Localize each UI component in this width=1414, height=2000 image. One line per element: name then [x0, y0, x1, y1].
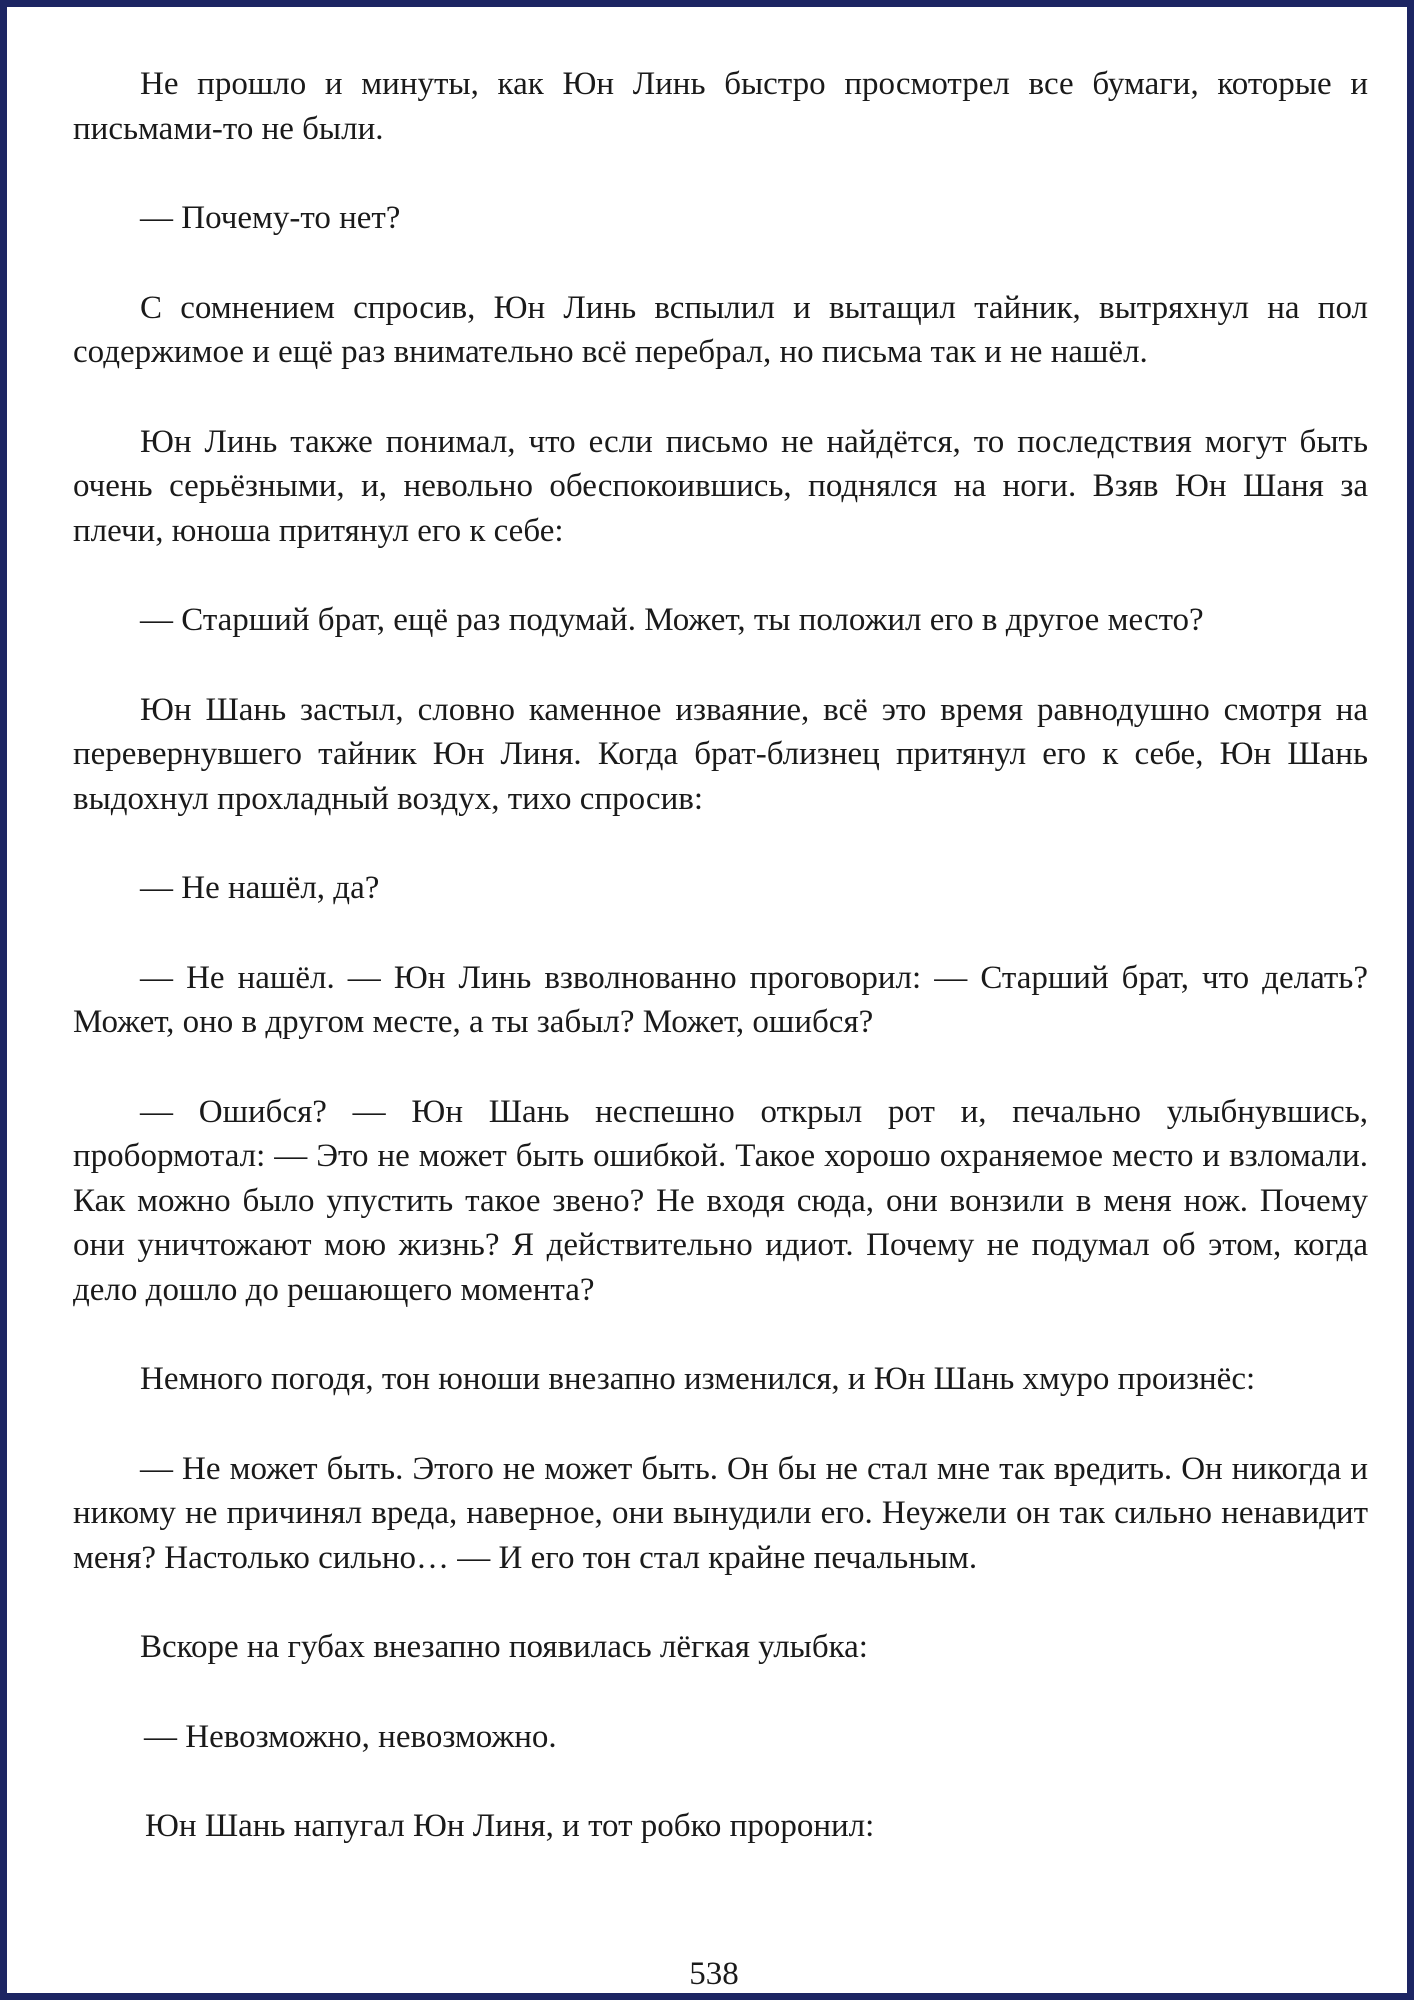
paragraph-13: — Невозможно, невозможно. [144, 1718, 557, 1755]
paragraph-9: — Ошибся? — Юн Шань неспешно открыл рот и, печально улыбнувшись, пробормотал: — Это не может быть ошибкой. Такое хорошо охраняемое место и взломали. Как можно было упустить такое звено? Не входя сюда, они вонзили в меня нож. Почему они уничтожают мою жизнь? Я действительно идиот. Почему не подумал об этом, когда дело дошло до решающего момента? [73, 1093, 1368, 1308]
paragraph-8: — Не нашёл. — Юн Линь взволнованно проговорил: — Старший брат, что делать? Может, оно в другом месте, а ты забыл? Может, ошибся? [73, 959, 1368, 1040]
paragraph-14: Юн Шань напугал Юн Линя, и тот робко проронил: [145, 1808, 875, 1844]
paragraph-12: Вскоре на губах внезапно появилась лёгкая улыбка: [140, 1629, 868, 1665]
paragraph-10: Немного погодя, тон юноши внезапно изменился, и Юн Шань хмуро произнёс: [140, 1361, 1256, 1397]
paragraph-11: — Не может быть. Этого не может быть. Он бы не стал мне так вредить. Он никогда и никому не причинял вреда, наверное, они вынудили его. Неужели он так сильно ненавидит меня? Настолько сильно… — И его тон стал крайне печальным. [73, 1450, 1368, 1576]
paragraph-6: Юн Шань застыл, словно каменное изваяние, всё это время равнодушно смотря на перевернувшего тайник Юн Линя. Когда брат-близнец притянул его к себе, Юн Шань выдохнул прохладный воздух, тихо спросив: [73, 691, 1368, 817]
paragraph-5: — Старший брат, ещё раз подумай. Может, ты положил его в другое место? [140, 602, 1204, 638]
paragraph-1: Не прошло и минуты, как Юн Линь быстро просмотрел все бумаги, которые и письмами-то не были. [73, 66, 1368, 147]
paragraph-2: — Почему-то нет? [140, 200, 401, 236]
paragraph-3: С сомнением спросив, Юн Линь вспылил и вытащил тайник, вытряхнул на пол содержимое и ещё раз внимательно всё перебрал, но письма так и не нашёл. [73, 289, 1368, 370]
page-number: 538 [689, 1956, 739, 1992]
page-body [73, 62, 1368, 1894]
paragraph-7: — Не нашёл, да? [140, 870, 380, 906]
paragraph-4: Юн Линь также понимал, что если письмо не найдётся, то последствия могут быть очень серьёзными, и, невольно обеспокоившись, поднялся на ноги. Взяв Юн Шаня за плечи, юноша притянул его к себе: [73, 423, 1368, 549]
